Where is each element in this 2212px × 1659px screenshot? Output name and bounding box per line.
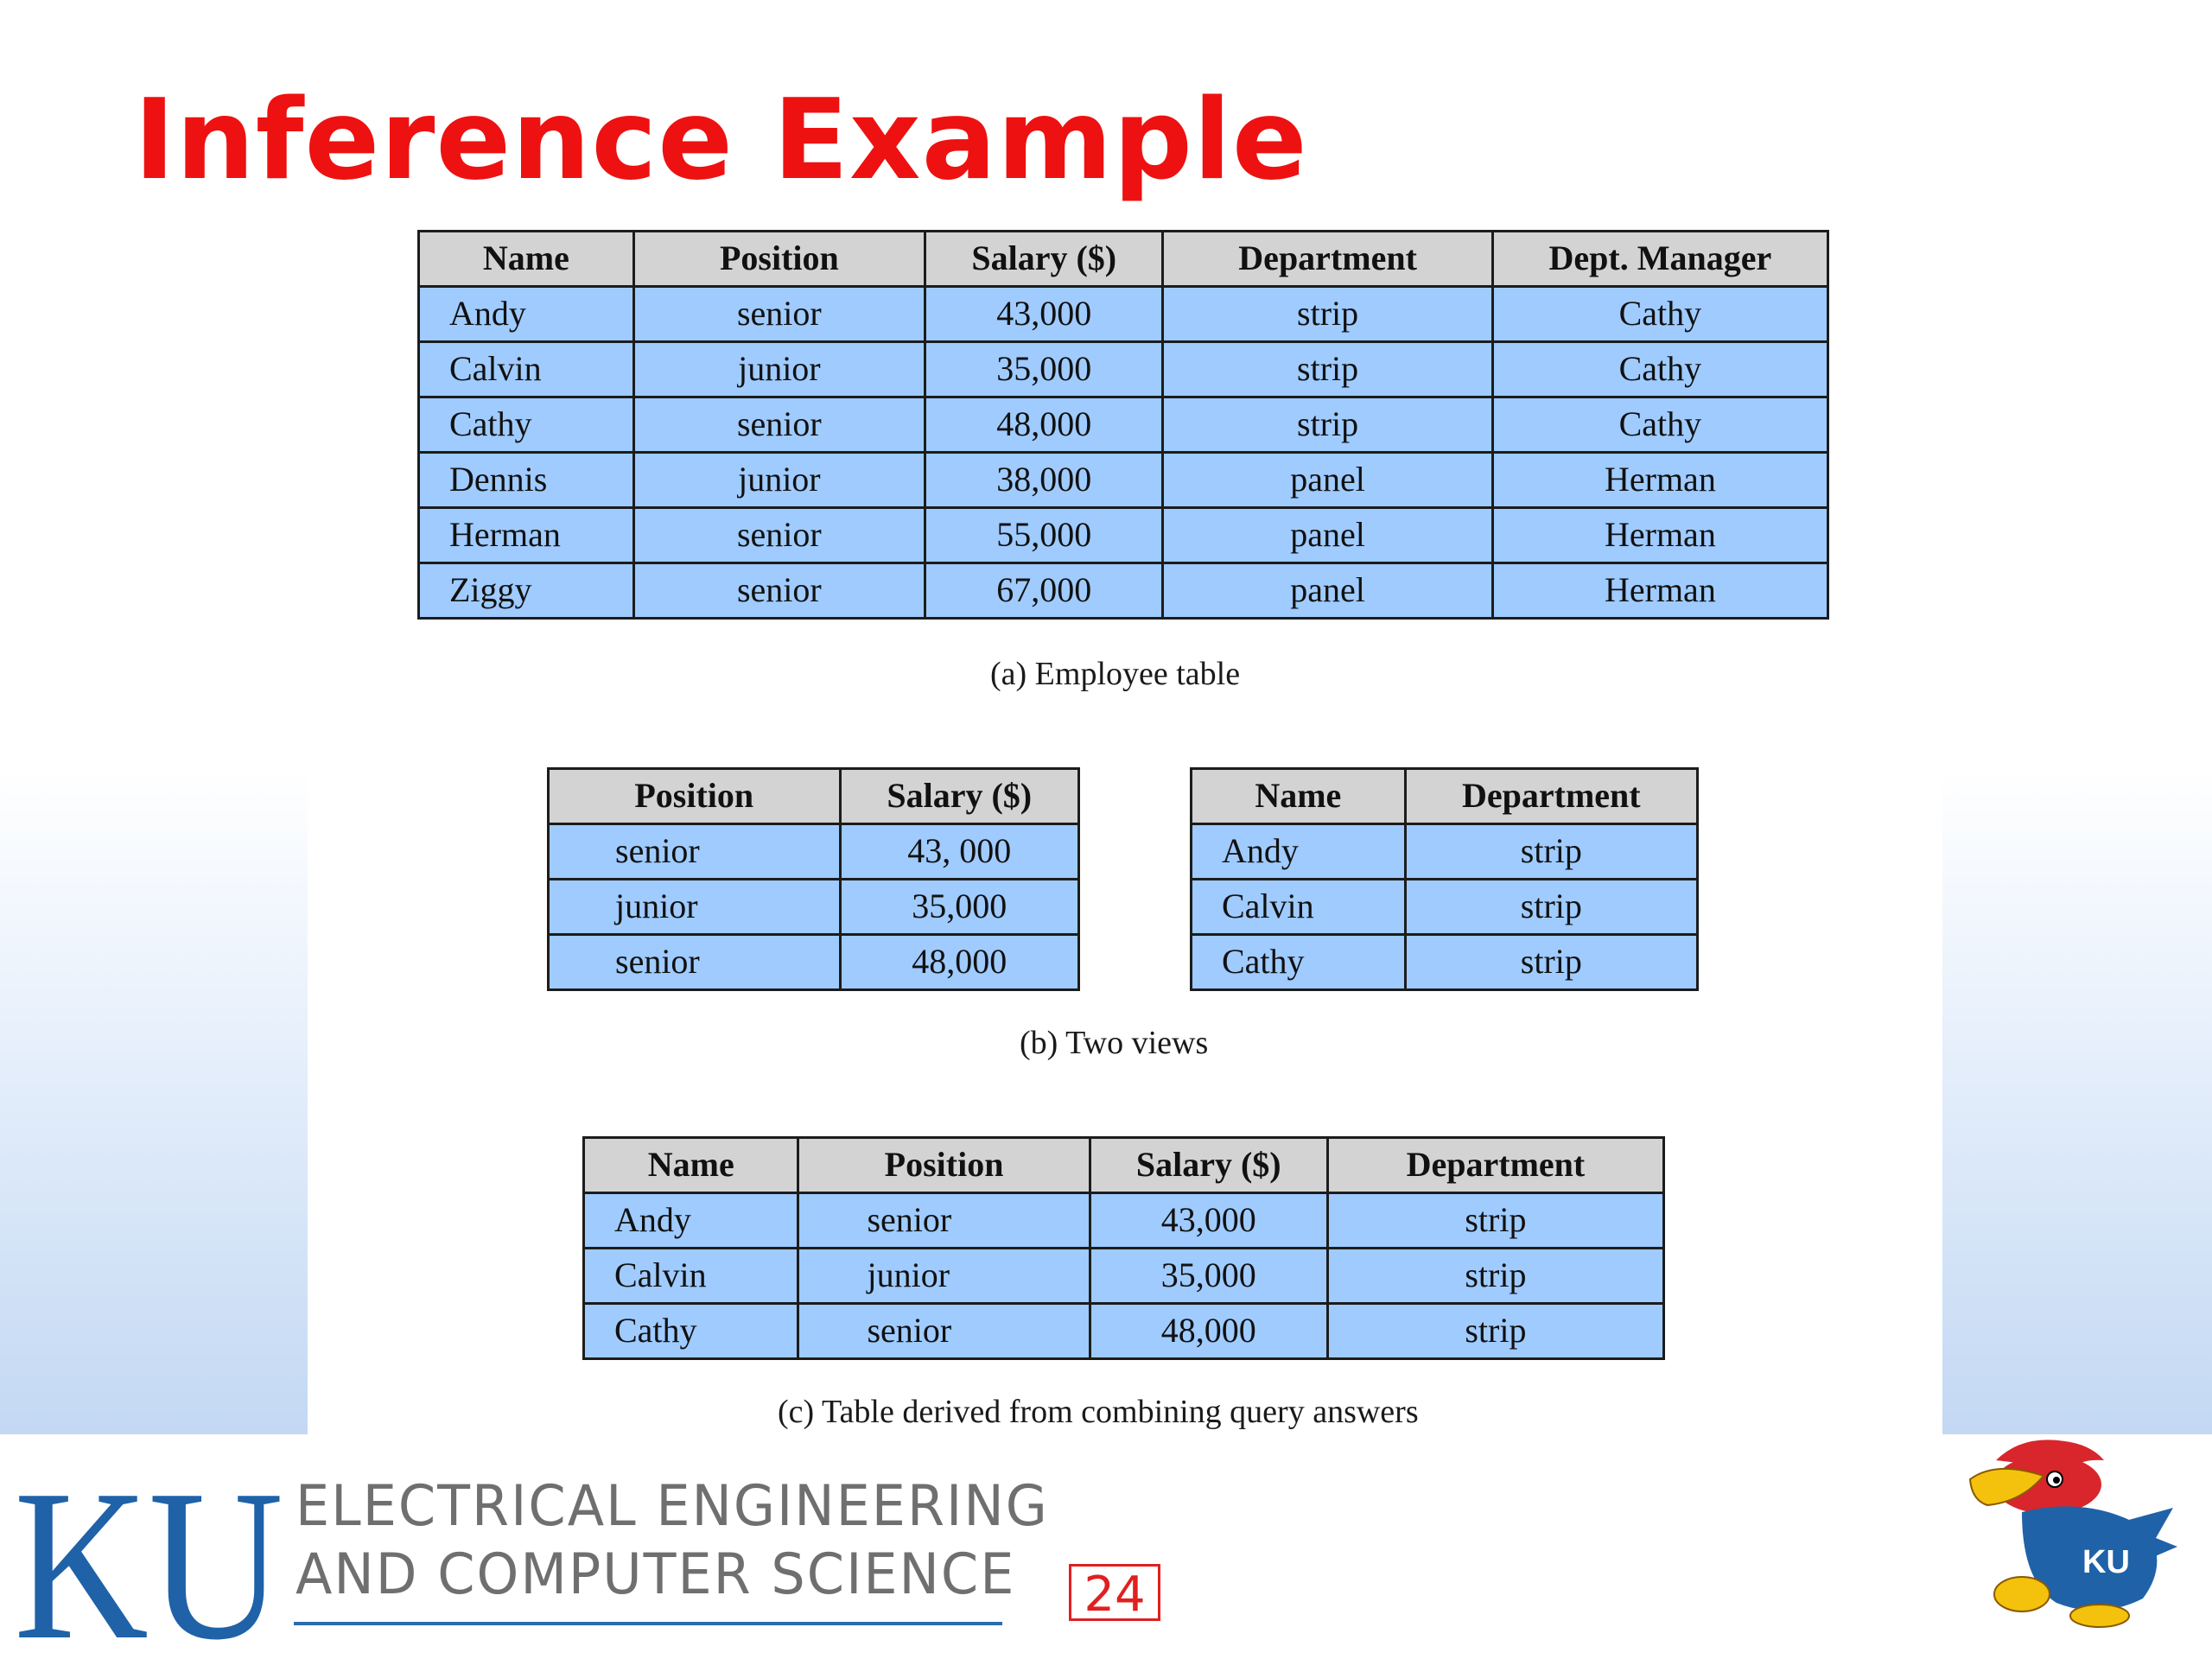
table-row — [549, 824, 1079, 880]
cell-salary: 43,000 — [1090, 1193, 1327, 1249]
footer-rule — [294, 1622, 1002, 1625]
cell-manager: Herman — [1492, 453, 1827, 508]
cell-name: Calvin — [584, 1249, 798, 1304]
dept-name-line1: ELECTRICAL ENGINEERING — [296, 1472, 1049, 1539]
cell-position: junior — [549, 880, 841, 935]
cell-department: strip — [1405, 935, 1697, 990]
dept-name-line2: AND COMPUTER SCIENCE — [296, 1541, 1016, 1607]
cell-salary: 48,000 — [1090, 1304, 1327, 1359]
slide-title: Inference Example — [134, 76, 1308, 205]
cell-salary: 55,000 — [925, 508, 1163, 563]
cell-salary: 35,000 — [925, 342, 1163, 397]
cell-position: junior — [633, 342, 925, 397]
cell-name: Cathy — [419, 397, 634, 453]
view-position-salary-table — [547, 767, 1080, 991]
header-dept-manager: Dept. Manager — [1492, 232, 1827, 287]
caption-employee-table: (a) Employee table — [990, 656, 1241, 692]
cell-department: strip — [1163, 397, 1492, 453]
cell-salary: 67,000 — [925, 563, 1163, 619]
cell-position: senior — [549, 824, 841, 880]
table-row — [419, 397, 1828, 453]
table-row — [1192, 824, 1698, 880]
table-row — [584, 1193, 1664, 1249]
table-row — [584, 1249, 1664, 1304]
table-row — [584, 1304, 1664, 1359]
cell-department: strip — [1327, 1304, 1663, 1359]
cell-name: Herman — [419, 508, 634, 563]
cell-manager: Cathy — [1492, 287, 1827, 342]
header-position: Position — [633, 232, 925, 287]
left-gradient-panel — [0, 769, 308, 1434]
cell-name: Andy — [584, 1193, 798, 1249]
cell-position: senior — [633, 397, 925, 453]
derived-table — [582, 1136, 1665, 1360]
table-row — [419, 342, 1828, 397]
table-row — [419, 563, 1828, 619]
table-row — [419, 453, 1828, 508]
employee-table — [417, 230, 1829, 620]
right-gradient-panel — [1942, 769, 2212, 1434]
cell-name: Cathy — [584, 1304, 798, 1359]
header-name: Name — [1192, 769, 1406, 824]
cell-position: senior — [633, 508, 925, 563]
header-position: Position — [549, 769, 841, 824]
cell-position: senior — [798, 1304, 1090, 1359]
cell-department: strip — [1327, 1249, 1663, 1304]
cell-position: senior — [798, 1193, 1090, 1249]
cell-manager: Cathy — [1492, 397, 1827, 453]
header-salary: Salary ($) — [840, 769, 1079, 824]
cell-salary: 48,000 — [925, 397, 1163, 453]
cell-department: panel — [1163, 563, 1492, 619]
ku-logo-text: KU — [14, 1446, 283, 1659]
table-header-row — [549, 769, 1079, 824]
table-row — [419, 508, 1828, 563]
cell-department: strip — [1163, 287, 1492, 342]
header-department: Department — [1163, 232, 1492, 287]
cell-name: Calvin — [419, 342, 634, 397]
table-row — [549, 880, 1079, 935]
jayhawk-mascot-icon — [1961, 1434, 2177, 1629]
view-name-department-table — [1190, 767, 1699, 991]
mascot-ku-text: KU — [2082, 1544, 2130, 1580]
cell-salary: 35,000 — [840, 880, 1079, 935]
table-header-row — [584, 1138, 1664, 1193]
cell-department: strip — [1327, 1193, 1663, 1249]
cell-manager: Herman — [1492, 563, 1827, 619]
header-department: Department — [1327, 1138, 1663, 1193]
ku-logo — [10, 1446, 287, 1659]
cell-manager: Cathy — [1492, 342, 1827, 397]
cell-salary: 43, 000 — [840, 824, 1079, 880]
header-salary: Salary ($) — [1090, 1138, 1327, 1193]
cell-salary: 48,000 — [840, 935, 1079, 990]
cell-salary: 35,000 — [1090, 1249, 1327, 1304]
table-row — [1192, 880, 1698, 935]
caption-derived-table: (c) Table derived from combining query answers — [778, 1394, 1419, 1430]
cell-salary: 38,000 — [925, 453, 1163, 508]
cell-position: junior — [633, 453, 925, 508]
table-header-row — [419, 232, 1828, 287]
cell-department: strip — [1163, 342, 1492, 397]
header-name: Name — [584, 1138, 798, 1193]
cell-department: strip — [1405, 824, 1697, 880]
cell-name: Dennis — [419, 453, 634, 508]
header-position: Position — [798, 1138, 1090, 1193]
cell-position: senior — [633, 287, 925, 342]
cell-name: Cathy — [1192, 935, 1406, 990]
table-row — [1192, 935, 1698, 990]
cell-name: Ziggy — [419, 563, 634, 619]
cell-department: panel — [1163, 453, 1492, 508]
cell-position: senior — [549, 935, 841, 990]
cell-name: Andy — [419, 287, 634, 342]
header-department: Department — [1405, 769, 1697, 824]
cell-name: Andy — [1192, 824, 1406, 880]
cell-department: strip — [1405, 880, 1697, 935]
table-row — [549, 935, 1079, 990]
caption-two-views: (b) Two views — [1020, 1025, 1209, 1061]
page-number: 24 — [1069, 1564, 1160, 1621]
cell-salary: 43,000 — [925, 287, 1163, 342]
header-salary: Salary ($) — [925, 232, 1163, 287]
cell-manager: Herman — [1492, 508, 1827, 563]
cell-position: senior — [633, 563, 925, 619]
header-name: Name — [419, 232, 634, 287]
cell-department: panel — [1163, 508, 1492, 563]
table-row — [419, 287, 1828, 342]
cell-name: Calvin — [1192, 880, 1406, 935]
cell-position: junior — [798, 1249, 1090, 1304]
table-header-row — [1192, 769, 1698, 824]
